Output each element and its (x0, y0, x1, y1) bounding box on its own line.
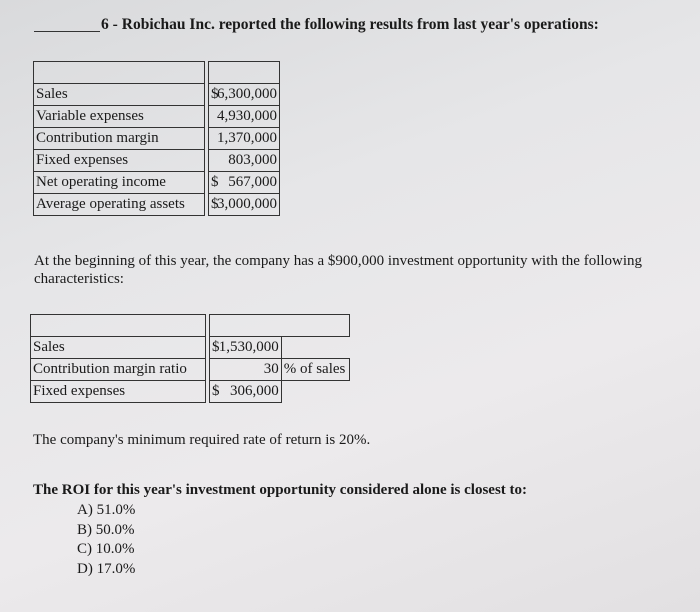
row-label: Fixed expenses (34, 150, 205, 172)
roi-question: The ROI for this year's investment opportunity considered alone is closest to: (33, 482, 528, 498)
row-label: Contribution margin ratio (31, 359, 206, 381)
row-value: 4,930,000 (217, 108, 277, 124)
row-value: 567,000 (228, 174, 277, 190)
opportunity-row-fixed-expenses (31, 381, 350, 403)
row-value: 306,000 (229, 383, 279, 399)
option-b[interactable]: B) 50.0% (77, 521, 135, 538)
row-value: 803,000 (228, 152, 277, 168)
row-extra (281, 381, 349, 403)
answer-options (77, 501, 135, 579)
results-row-variable-expenses (34, 106, 280, 128)
opportunity-row-cm-ratio (31, 359, 350, 381)
row-label: Variable expenses (34, 106, 205, 128)
results-row-average-operating-assets (34, 194, 280, 216)
row-value: 3,000,000 (217, 196, 277, 212)
dollar-sign: $ (211, 174, 219, 190)
minimum-rate-text: The company's minimum required rate of return is 20%. (33, 432, 371, 448)
results-table (33, 61, 280, 216)
dollar-sign: $ (212, 339, 220, 355)
row-extra (281, 337, 349, 359)
row-label: Net operating income (34, 172, 205, 194)
opportunity-row-sales (31, 337, 350, 359)
option-a[interactable]: A) 51.0% (77, 502, 136, 518)
dollar-sign: $ (212, 383, 220, 399)
option-d[interactable]: D) 17.0% (77, 560, 136, 577)
results-row-sales (34, 84, 280, 106)
dollar-sign: $ (211, 196, 219, 212)
row-value: 6,300,000 (217, 86, 277, 102)
dollar-sign: $ (211, 86, 219, 102)
question-title (101, 16, 599, 34)
opportunity-table (30, 314, 350, 403)
row-value: 30 (263, 361, 279, 377)
option-c[interactable]: C) 10.0% (77, 541, 135, 557)
question-title-text: Robichau Inc. reported the following results from last year's operations: (121, 16, 599, 33)
results-row-contribution-margin (34, 128, 280, 150)
opportunity-description: At the beginning of this year, the company has a $900,000 investment opportunity with the following characteristics: (34, 253, 643, 287)
results-row-fixed-expenses (34, 150, 280, 172)
row-label: Sales (34, 84, 205, 106)
row-label: Contribution margin (34, 128, 205, 150)
row-label: Average operating assets (34, 194, 205, 216)
row-value: 1,530,000 (218, 339, 279, 355)
opportunity-table-header-row (31, 315, 350, 337)
question-number: 6 - (101, 16, 118, 33)
row-extra: % of sales (281, 359, 349, 381)
row-value: 1,370,000 (217, 130, 277, 146)
row-label: Fixed expenses (31, 381, 206, 403)
answer-blank-line (34, 31, 100, 32)
results-table-header-row (34, 62, 280, 84)
results-row-net-operating-income (34, 172, 280, 194)
row-label: Sales (31, 337, 206, 359)
